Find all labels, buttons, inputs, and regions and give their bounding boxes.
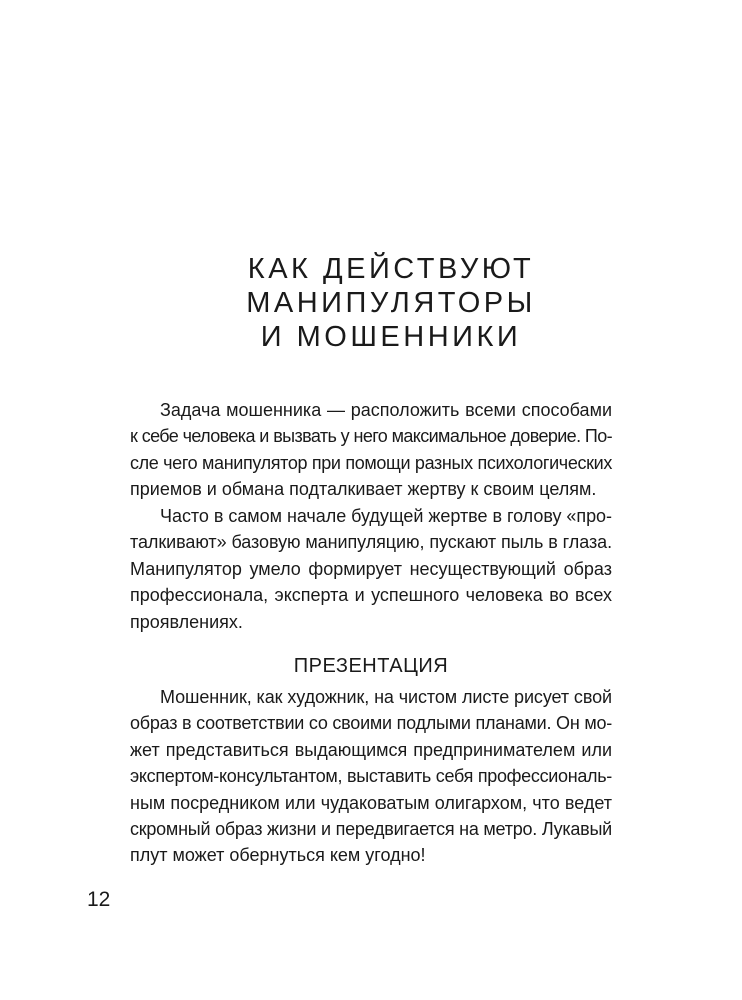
text-line: скромный образ жизни и передвигается на метро. Лукавый	[130, 818, 612, 839]
text-line: к себе человека и вызвать у него максимальное доверие. По-	[130, 426, 612, 447]
text-line-row	[130, 684, 612, 710]
text-line-row	[130, 503, 612, 529]
text-line-row	[130, 790, 612, 816]
page-number: 12	[87, 888, 111, 911]
chapter-title-line: КАК ДЕЙСТВУЮТ	[247, 253, 535, 285]
text-line-row	[130, 423, 612, 449]
text-line: профессионала, эксперта и успешного человека во всех	[130, 585, 612, 606]
text-line: сле чего манипулятор при помощи разных психологических	[130, 452, 612, 473]
text-line: ным посредником или чудаковатым олигархом, что ведет	[130, 792, 612, 813]
text-line-row	[130, 397, 612, 423]
text-line-row	[130, 556, 612, 582]
text-line: Мошенник, как художник, на чистом листе рисует свой	[160, 687, 612, 707]
chapter-title-line: МАНИПУЛЯТОРЫ	[246, 287, 536, 319]
chapter-title-line: И МОШЕННИКИ	[260, 321, 522, 353]
text-line: Манипулятор умело формирует несуществующий образ	[130, 558, 612, 579]
text-line-row	[130, 763, 612, 789]
text-line-row	[130, 816, 612, 842]
text-line: образ в соответствии со своими подлыми планами. Он мо-	[130, 713, 612, 734]
text-line: приемов и обмана подталкивает жертву к своим целям.	[130, 479, 597, 500]
text-line: Часто в самом начале будущей жертве в голову «про-	[160, 506, 612, 526]
text-line-row	[130, 710, 612, 736]
text-line: талкивают» базовую манипуляцию, пускают пыль в глаза.	[130, 532, 612, 553]
intro-paragraph-2	[130, 503, 612, 635]
text-line: плут может обернуться кем угодно!	[130, 845, 426, 866]
chapter-title	[0, 252, 742, 354]
text-line-row	[130, 450, 612, 476]
text-line-row	[130, 609, 612, 635]
text-line: экспертом-консультантом, выставить себя профессиональ-	[130, 766, 612, 787]
text-line-row	[130, 842, 612, 868]
text-line: проявлениях.	[130, 611, 243, 632]
text-line: Задача мошенника — расположить всеми способами	[160, 400, 612, 420]
text-line-row	[130, 582, 612, 608]
section-heading: ПРЕЗЕНТАЦИЯ	[293, 655, 449, 677]
text-line: жет представиться выдающимся предпринимателем или	[130, 739, 612, 760]
section-paragraph	[130, 684, 612, 869]
text-line-row	[130, 529, 612, 555]
text-line-row	[130, 476, 612, 502]
text-line-row	[130, 737, 612, 763]
intro-paragraph-1	[130, 397, 612, 503]
